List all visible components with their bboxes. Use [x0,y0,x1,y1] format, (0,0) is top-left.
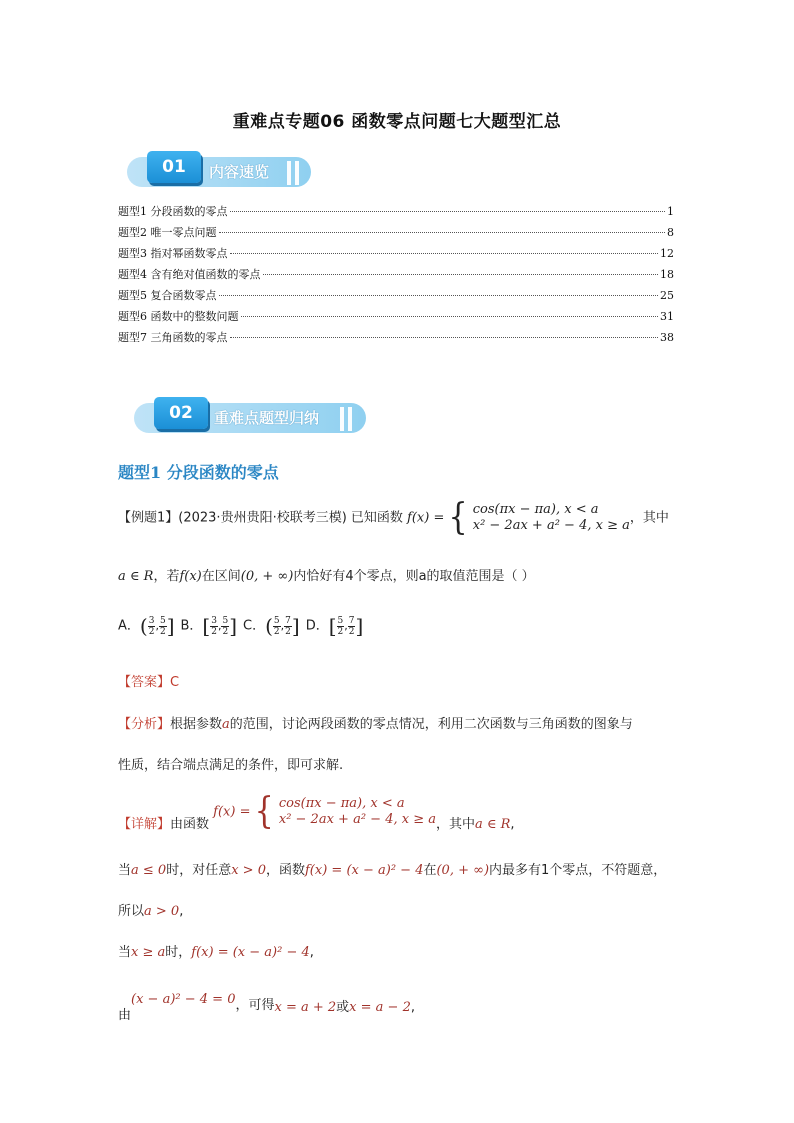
banner-number: 02 [154,397,208,429]
toc-entry-text: 题型4 含有绝对值函数的零点 [118,268,261,281]
toc-leader-dots [230,253,659,254]
text: 内恰好有4个零点，则a的取值范围是（ ） [293,569,535,584]
text: ，若 [153,569,180,584]
denominator: 2 [159,626,166,637]
text: 性质，结合端点满足的条件，即可求解. [118,758,344,773]
piecewise-function [407,496,630,539]
text: 时，对任意 [166,863,232,878]
example-source: (2023·贵州贵阳·校联考三模) 已知函数 [178,510,403,526]
toc-leader-dots [219,295,659,296]
toc-row[interactable] [118,287,674,308]
toc-row[interactable] [118,266,674,287]
text: 时， [165,945,192,960]
brace: { [448,496,468,539]
cases [473,502,630,534]
text: 的范围，讨论两段函数的零点情况，利用二次函数与三角函数的图象与 [229,717,633,732]
math: x = a − 2 [349,1000,411,1015]
fraction [210,616,218,637]
brace: { [254,790,274,833]
toc-entry-text: 题型5 复合函数零点 [118,289,217,302]
denominator: 2 [148,626,155,637]
detail-line-1 [118,790,515,833]
toc-entry-text: 题型3 指对幂函数零点 [118,247,228,260]
text: 在区间 [201,569,241,584]
option-close-bracket: ] [229,614,238,638]
denominator: 2 [222,626,229,637]
denominator: 2 [211,626,217,637]
option-close-bracket: ] [355,614,364,638]
document-title: 重难点专题06 函数零点问题七大题型汇总 [232,112,562,132]
toc-entry-text: 题型7 三角函数的零点 [118,331,228,344]
text: ，函数 [265,863,305,878]
comma: , [280,619,285,633]
math-fx: f(x) [179,569,202,584]
text: 内最多有1个零点，不符题意， [489,863,667,878]
case-1: cos(πx − πa), x < a [472,502,599,517]
math: (0, + ∞) [436,863,490,878]
function-name: f(x) = [407,510,445,526]
math: a ≤ 0 [131,863,167,878]
numerator: 7 [348,615,355,626]
section-banner-contents [127,151,311,191]
table-of-contents [118,203,674,350]
denominator: 2 [348,626,355,637]
math-interval: (0, + ∞) [240,569,294,584]
text: , [309,945,314,960]
text: , [410,1000,415,1015]
text: 所以 [118,904,145,919]
option-key: D． [305,618,329,634]
cases [279,796,436,828]
piecewise-function [213,790,436,833]
toc-leader-dots [241,316,659,317]
detail-line-2 [118,859,666,878]
answer-option [118,614,175,638]
banner-label: 内容速览 [209,163,270,181]
toc-page-number: 12 [660,247,674,260]
numerator: 5 [337,615,344,626]
toc-leader-dots [219,232,666,233]
toc-page-number: 1 [667,205,674,218]
banner-stripes [340,407,356,431]
detail-line-3 [118,900,183,919]
numerator: 7 [285,615,291,626]
toc-entry-text: 题型2 唯一零点问题 [118,226,217,239]
math: x = a + 2 [274,1000,337,1015]
detail-tag: 【详解】 [118,816,171,832]
text: 根据参数 [170,717,223,732]
denominator: 2 [285,626,291,637]
numerator: 5 [222,615,229,626]
toc-row[interactable] [118,224,674,245]
denominator: 2 [273,626,280,637]
option-key: B． [180,618,203,634]
toc-row[interactable] [118,329,674,350]
detail-line-5 [118,992,415,1023]
text: , [179,904,184,919]
banner-label: 重难点题型归纳 [214,409,320,427]
example-tail: ，其中 [629,510,669,526]
case-2: x² − 2ax + a² − 4, x ≥ a [472,518,630,533]
option-close-bracket: ] [291,614,300,638]
math: (x − a)² − 4 = 0 [131,992,236,1007]
example-line-2 [118,565,535,584]
toc-leader-dots [263,274,659,275]
comma: , [155,619,159,633]
numerator: 3 [148,615,155,626]
analysis-tag: 【分析】 [118,717,171,732]
option-open-bracket: ( [265,614,273,638]
toc-row[interactable] [118,308,674,329]
answer-option [181,614,238,638]
text: ，可得 [235,998,275,1013]
answer-option [243,614,300,638]
answer-tag: 【答案】 [118,675,171,690]
numerator: 5 [159,615,166,626]
math: f(x) = (x − a)² − 4 [191,945,310,960]
analysis-line-2 [118,754,343,773]
math-a: a [222,717,230,732]
section-heading: 题型1 分段函数的零点 [118,463,279,482]
text: 由 [118,1008,132,1023]
answer-line [118,671,179,690]
text: 在 [423,863,437,878]
denominator: 2 [337,626,344,637]
text: ，其中 [435,816,475,832]
numerator: 5 [273,615,280,626]
option-open-bracket: [ [328,614,337,638]
analysis-line-1 [118,713,633,732]
toc-entry-text: 题型1 分段函数的零点 [118,205,228,218]
toc-row[interactable] [118,245,674,266]
function-name: f(x) = [213,804,251,820]
math-a-in-R: a ∈ R [474,816,511,832]
comma: , [344,619,348,633]
answer-value: C [170,675,180,690]
text: 或 [336,1000,350,1015]
answer-option [306,614,364,638]
option-key: A． [118,618,140,634]
option-close-bracket: ] [166,614,175,638]
text: 当 [118,945,132,960]
example-tag: 【例题1】 [118,510,179,526]
toc-page-number: 25 [660,289,674,302]
numerator: 3 [211,615,217,626]
fraction [284,616,292,637]
text: 由函数 [170,816,210,832]
option-key: C． [243,618,266,634]
fraction [159,616,167,637]
banner-stripes [287,161,303,185]
toc-page-number: 38 [660,331,674,344]
math: x > 0 [231,863,266,878]
toc-page-number: 8 [667,226,674,239]
math: a > 0 [144,904,180,919]
case-2: x² − 2ax + a² − 4, x ≥ a [278,812,436,827]
example-line-1 [118,496,669,539]
comma: , [217,619,222,633]
option-open-bracket: ( [139,614,148,638]
options-line [118,614,369,638]
banner-number: 01 [147,151,201,183]
math: x ≥ a [131,945,166,960]
math-a-in-R: a ∈ R [118,569,154,584]
toc-leader-dots [230,211,666,212]
math: f(x) = (x − a)² − 4 [305,863,424,878]
option-open-bracket: [ [202,614,211,638]
toc-page-number: 31 [660,310,674,323]
fraction [273,616,281,637]
text: 当 [118,863,132,878]
case-1: cos(πx − πa), x < a [278,796,405,811]
toc-page-number: 18 [660,268,674,281]
toc-row[interactable] [118,203,674,224]
detail-line-4 [118,941,314,960]
section-banner-summary [134,397,366,437]
toc-entry-text: 题型6 函数中的整数问题 [118,310,239,323]
toc-leader-dots [230,337,659,338]
text: , [510,816,515,832]
